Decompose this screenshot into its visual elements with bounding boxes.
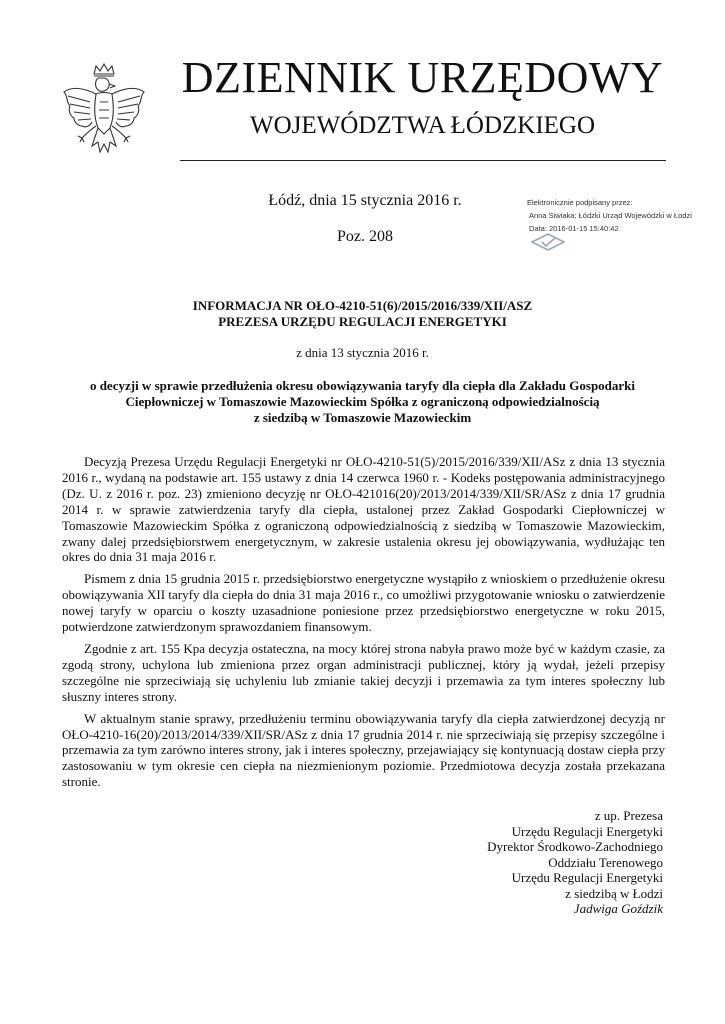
eagle-emblem-icon [60, 62, 148, 166]
document-subject [60, 378, 665, 426]
masthead-subtitle: WOJEWÓDZTWA ŁÓDZKIEGO [249, 112, 596, 139]
document-heading [60, 298, 665, 330]
esign-line-2: Anna Siwiaka; Łódzki Urząd Wojewódzki w Łodzi [529, 211, 692, 220]
signatory-name: Jadwiga Goździk [573, 901, 663, 916]
body-paragraph: W aktualnym stanie sprawy, przedłużeniu terminu obowiązywania taryfy dla ciepła zatwierdzonej decyzją nr OŁO-4210-16(20)/2013/2014/339/XII/SR/ASz z dnia 17 grudnia 2014 r. nie sprzeciwiają się przepisy szczególne i przemawia za tym zarówno interes strony, jak i interes społeczny, przejawiający się kontynuacją dostaw ciepła przy zastosowaniu w tym okresie cen ciepła na niezmienionym poziomie. Przedmiotowa decyzja została przekazana stronie. [62, 710, 665, 790]
body-paragraph: Decyzją Prezesa Urzędu Regulacji Energetyki nr OŁO-4210-51(5)/2015/2016/339/XII/ASz z dnia 13 stycznia 2016 r., wydaną na podstawie art. 155 ustawy z dnia 14 czerwca 1960 r. - Kodeks postępowania administracyjnego (Dz. U. z 2016 r. poz. 23) zmieniono decyzję nr OŁO-421016(20)/2013/2014/339/XII/SR/ASz z dnia 17 grudnia 2014 r. w sprawie zatwierdzenia taryfy dla ciepła, ustalonej przez Zakład Gospodarki Ciepłowniczej w Tomaszowie Mazowieckim Spółka z ograniczoną odpowiedzialnością z siedzibą w Tomaszowie Mazowieckim, zwany dalej przedsiębiorstwem energetycznym, w zakresie ustalenia okresu jej obowiązywania, wydłużając ten okres do dnia 31 maja 2016 r. [62, 454, 665, 565]
heading-line-2: PREZESA URZĘDU REGULACJI ENERGETYKI [218, 314, 507, 329]
signature-line: Urzędu Regulacji Energetyki [511, 823, 663, 839]
body-paragraph: Pismem z dnia 15 grudnia 2015 r. przedsiębiorstwo energetyczne wystąpiło z wnioskiem o przedłużenie okresu obowiązywania XII taryfy dla ciepła do dnia 31 maja 2016 r., co umożliwi przygotowanie wniosku o zatwierdzenie nowej taryfy w oparciu o koszty uzasadnione poniesione przez przedsiębiorstwo energetyczne w roku 2015, potwierdzone zatwierdzonym sprawozdaniem finansowym. [62, 571, 665, 635]
masthead-divider [180, 160, 666, 161]
document-date: z dnia 13 stycznia 2016 r. [296, 345, 429, 360]
position-number: Poz. 208 [337, 228, 393, 245]
signature-line: Urzędu Regulacji Energetyki [511, 870, 663, 885]
signature-line: z up. Prezesa [594, 808, 663, 823]
signature-line: Oddziału Terenowego [548, 854, 663, 870]
electronic-signature-block [525, 196, 692, 235]
heading-line-1: INFORMACJA NR OŁO-4210-51(6)/2015/2016/339/XII/ASZ [192, 298, 533, 313]
signature-block [263, 808, 663, 917]
esign-line-1: Elektronicznie podpisany przez: [527, 198, 633, 207]
place-date: Łódź, dnia 15 stycznia 2016 r. [268, 192, 462, 209]
masthead-title: DZIENNIK URZĘDOWY [181, 53, 664, 102]
signature-checkmark-icon [530, 232, 566, 252]
subject-line-3: z siedzibą w Tomaszowie Mazowieckim [253, 410, 472, 425]
signature-line: z siedzibą w Łodzi [565, 885, 663, 901]
document-body [62, 454, 665, 796]
esign-line-3: Data: 2016-01-15 15:40:42 [529, 224, 619, 233]
subject-line-1: o decyzji w sprawie przedłużenia okresu obowiązywania taryfy dla ciepła dla Zakładu Gospodarki [89, 378, 636, 393]
signature-line: Dyrektor Środkowo-Zachodniego [487, 839, 663, 854]
subject-line-2: Ciepłowniczej w Tomaszowie Mazowieckim Spółka z ograniczoną odpowiedzialnością [125, 394, 600, 409]
body-paragraph: Zgodnie z art. 155 Kpa decyzja ostateczna, na mocy której strona nabyła prawo może być w każdym czasie, za zgodą strony, uchylona lub zmieniona przez organ administracji publicznej, który ją wydał, jeżeli przepisy szczególne nie sprzeciwiają się uchyleniu lub zmianie takiej decyzji i przemawia za tym interes społeczny lub słuszny interes strony. [62, 640, 665, 704]
